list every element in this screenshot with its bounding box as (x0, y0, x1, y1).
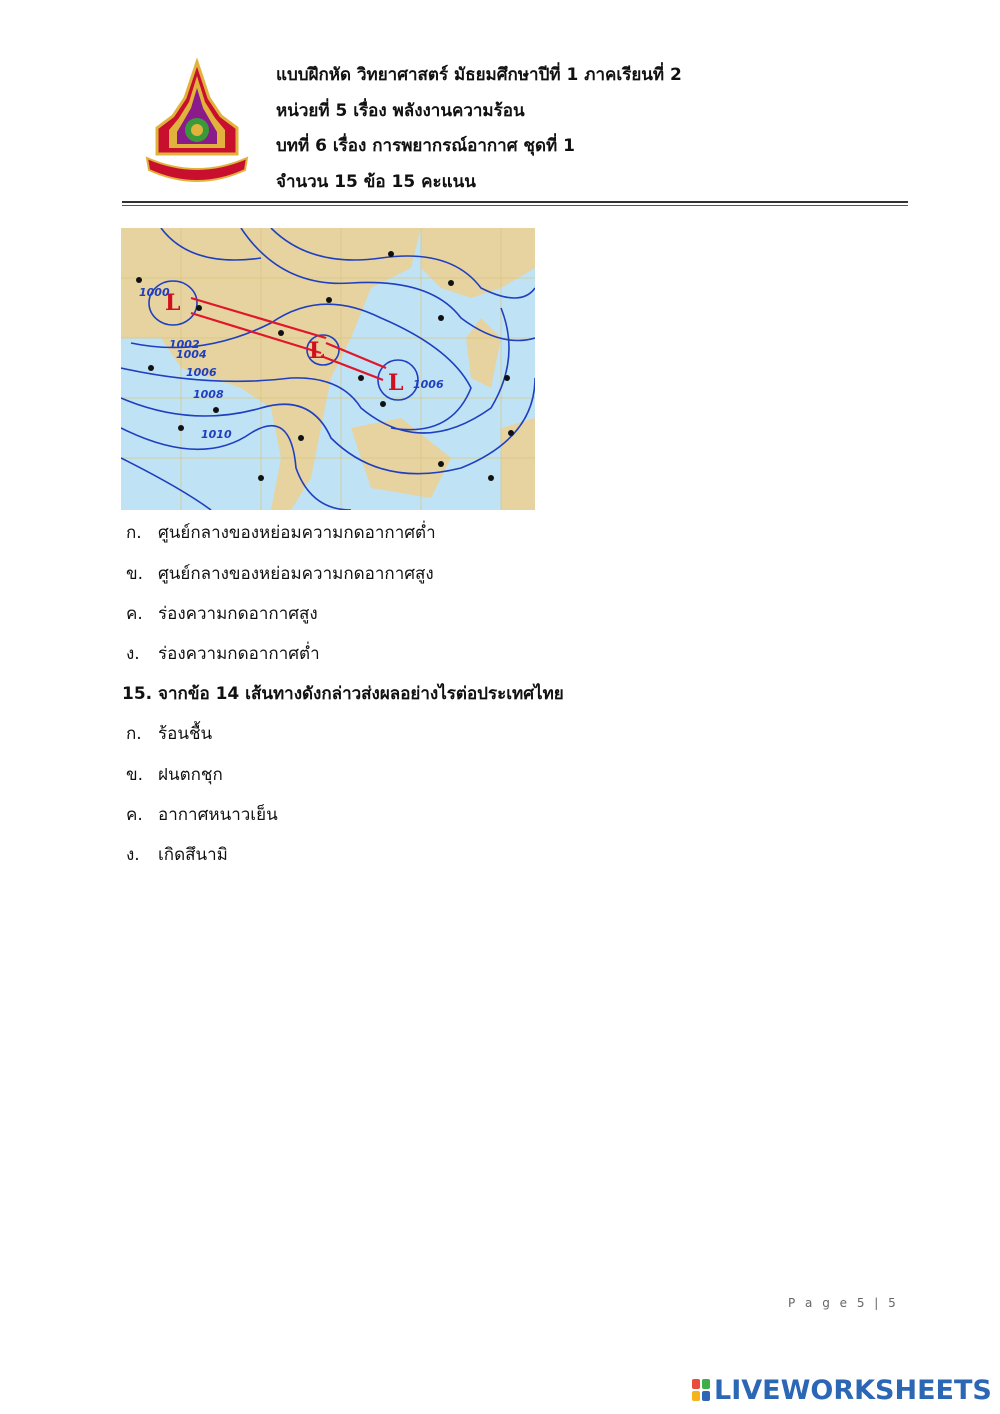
option-text: ศูนย์กลางของหย่อมความกดอากาศต่ำ (158, 523, 436, 543)
option-key: ข. (126, 765, 144, 785)
option-key: ก. (126, 724, 142, 744)
option-text: ฝนตกชุก (158, 765, 223, 785)
q15-option-d[interactable] (126, 841, 228, 868)
school-logo (137, 58, 257, 198)
option-text: ร้อนชื้น (158, 724, 213, 744)
header-unit: หน่วยที่ 5 เรื่อง พลังงานความร้อน (276, 100, 525, 121)
option-key: ก. (126, 523, 142, 543)
low-pressure-label: L (165, 290, 181, 316)
option-text: ร่องความกดอากาศต่ำ (158, 644, 320, 664)
worksheet-header (276, 58, 682, 200)
q14-option-a[interactable] (126, 519, 436, 546)
option-key: ค. (126, 805, 143, 825)
isobar-label: 1006 (186, 366, 217, 379)
option-key: ค. (126, 604, 143, 624)
header-chapter: บทที่ 6 เรื่อง การพยากรณ์อากาศ ชุดที่ 1 (276, 136, 575, 156)
q14-option-d[interactable] (126, 640, 320, 667)
liveworksheets-logo-icon (692, 1379, 710, 1401)
q15-option-c[interactable] (126, 801, 278, 828)
q15-option-b[interactable] (126, 761, 223, 788)
header-divider (122, 201, 908, 203)
isobar-label: 1008 (193, 388, 224, 401)
weather-map (121, 228, 535, 510)
isobar-label: 1002 (169, 338, 200, 351)
isobar-label: 1004 (176, 348, 207, 361)
page-number: P a g e 5 | 5 (788, 1296, 899, 1310)
q14-option-b[interactable] (126, 560, 434, 587)
brand-text: LIVEWORKSHEETS (714, 1374, 992, 1406)
option-text: ศูนย์กลางของหย่อมความกดอากาศสูง (158, 564, 434, 584)
header-divider-thin (122, 205, 908, 206)
option-key: ง. (126, 644, 140, 664)
option-text: ร่องความกดอากาศสูง (158, 604, 318, 624)
isobar-label: 1000 (139, 286, 170, 299)
option-text: อากาศหนาวเย็น (158, 805, 278, 825)
q14-option-c[interactable] (126, 600, 318, 627)
header-score: จำนวน 15 ข้อ 15 คะแนน (276, 171, 476, 192)
option-text: เกิดสึนามิ (158, 845, 228, 865)
isobar-label: 1006 (413, 378, 444, 391)
option-key: ง. (126, 845, 140, 865)
header-title: แบบฝึกหัด วิทยาศาสตร์ มัธยมศึกษาปีที่ 1 ภาคเรียนที่ 2 (276, 65, 682, 85)
liveworksheets-brand[interactable] (692, 1374, 992, 1406)
low-pressure-label: L (309, 338, 325, 364)
isobar-label: 1010 (201, 428, 232, 441)
question-15: 15. จากข้อ 14 เส้นทางดังกล่าวส่งผลอย่างไรต่อประเทศไทย (122, 684, 564, 704)
q15-option-a[interactable] (126, 720, 212, 747)
option-key: ข. (126, 564, 144, 584)
low-pressure-label: L (388, 370, 404, 396)
